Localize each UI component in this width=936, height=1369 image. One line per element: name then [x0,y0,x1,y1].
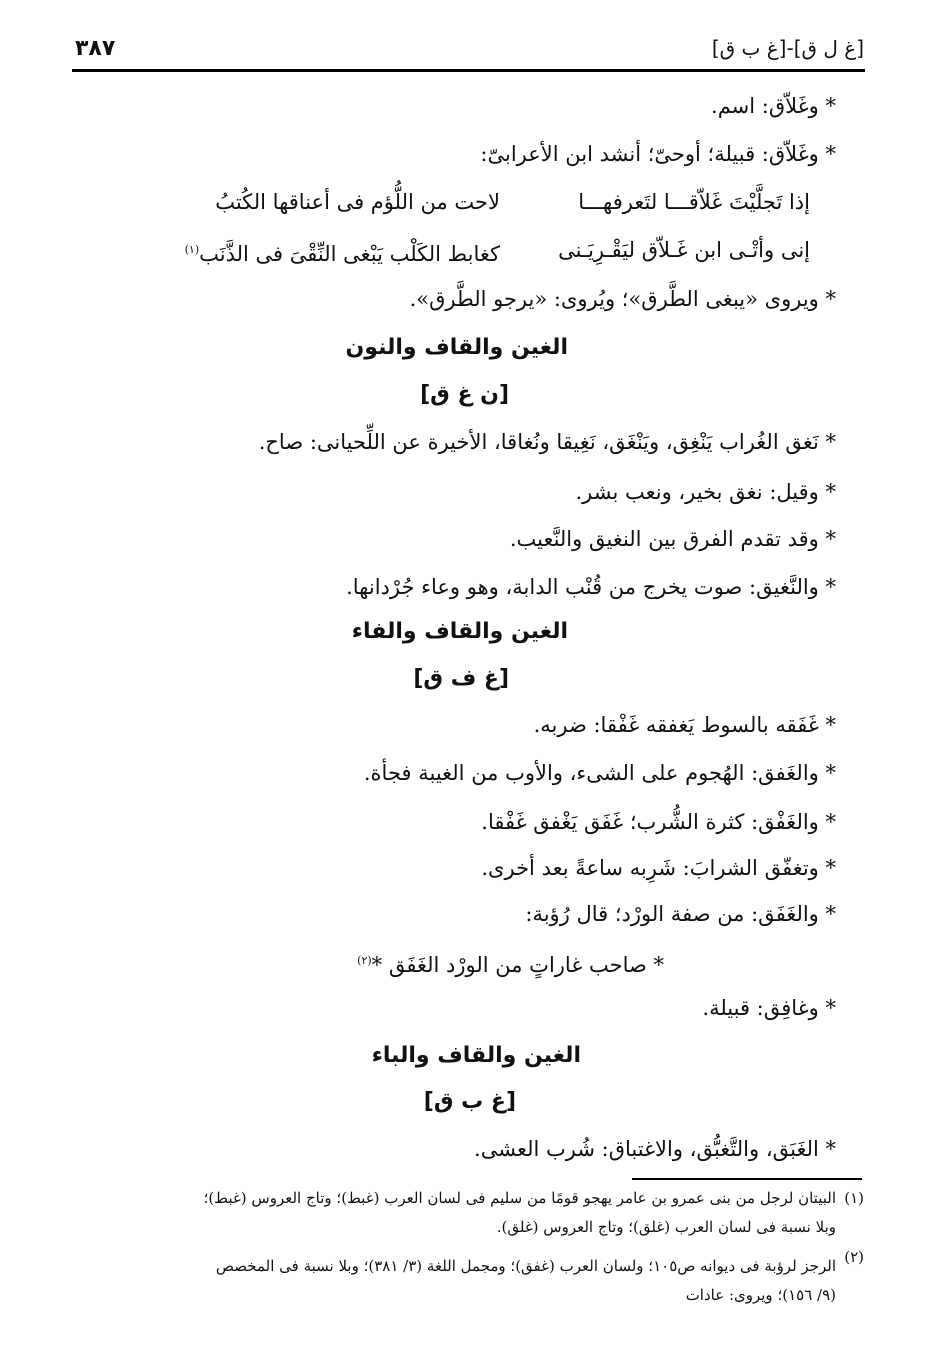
section-heading: الغين والقاف والنون [345,335,568,360]
page-number: ٣٨٧ [75,36,116,61]
root-heading: [ن غ ق] [420,382,509,407]
running-title: [غ ل ق]-[غ ب ق] [711,36,864,60]
footnote-text: الرجز لرؤبة فى ديوانه ص١٠٥؛ ولسان العرب (غفق)؛ ومجمل اللغة (٣/ ٣٨١)؛ وبلا نسبة فى المخصص [215,1257,836,1275]
footnote-rule [632,1178,862,1180]
verse-text: كغابط الكَلْب يَبْغى النِّقْىَ فى الذَّنَب [199,242,500,266]
footnote-marker: (٢) [357,954,372,967]
root-heading: [غ ف ق] [413,666,509,691]
header-rule [72,69,865,72]
verse-text: * صاحب غاراتٍ من الورْد الغَفَق * [371,953,664,977]
entry-line: * والغَفْق: كثرة الشُّرب؛ غَفَق يَغْفق غَفْقا. [481,810,836,834]
entry-line: * الغَبَق، والتَّغبُّق، والاغتباق: شُرب العشى. [474,1137,836,1161]
root-heading: [غ ب ق] [423,1089,516,1114]
entry-line: * وغافِق: قبيلة. [702,996,836,1020]
verse-first-hemistich: إذا تَجلَّيْتَ غَلاّقـــا لتَعرفهـــا [578,190,810,214]
verse-first-hemistich: إنى وأتْـى ابن غَـلاّق ليَقْـرِيَـنى [558,238,810,262]
footnote-text: (٩/ ١٥٦)؛ ويروى: عادات [685,1286,836,1304]
entry-line: * وتغفّق الشرابَ: شَرِبه ساعةً بعد أخرى. [481,856,836,880]
section-heading: الغين والقاف والفاء [351,619,568,644]
footnote-text: البيتان لرجل من بنى عمرو بن عامر يهجو قومًا من سليم فى لسان العرب (غبط)؛ وتاج العروس (غبط)؛ [203,1189,836,1207]
entry-line: * ويروى «يبغى الطَّرق»؛ ويُروى: «يرجو الطَّرق». [409,287,836,311]
entry-line: * نَغق الغُراب يَنْغِق، ويَنْغَق، نَغِيقا ونُغاقا، الأخيرة عن اللِّحيانى: صاح. [258,430,836,454]
entry-line: * غَفَقه بالسوط يَغفقه غَفْقا: ضربه. [533,713,836,737]
verse-second-hemistich [185,235,500,269]
verse-line [357,946,664,980]
entry-line: * وقيل: نغق بخير، ونعب بشر. [575,480,836,504]
footnote-marker: (١) [184,243,200,256]
entry-line: * وغَلاّق: اسم. [711,94,836,118]
entry-line: * والنَّغيق: صوت يخرج من قُنْب الدابة، وهو وعاء جُرْدانها. [346,575,836,599]
entry-line: * والغَفَق: من صفة الورْد؛ قال رُؤبة: [525,902,836,926]
footnote-marker: (١) [844,1189,864,1207]
verse-second-hemistich: لاحت من اللُّؤم فى أعناقها الكُتبُ [215,190,500,214]
footnote-text: وبلا نسبة فى لسان العرب (غلق)؛ وتاج العروس (غلق). [496,1218,836,1236]
entry-line: * وغَلاّق: قبيلة؛ أوحىّ؛ أنشد ابن الأعرابىّ: [480,142,836,166]
entry-line: * والغَفق: الهُجوم على الشىء، والأوب من الغيبة فجأة. [363,761,836,785]
section-heading: الغين والقاف والباء [371,1043,581,1068]
footnote-marker: (٢) [844,1248,864,1266]
entry-line: * وقد تقدم الفرق بين النغيق والنَّعيب. [509,527,836,551]
